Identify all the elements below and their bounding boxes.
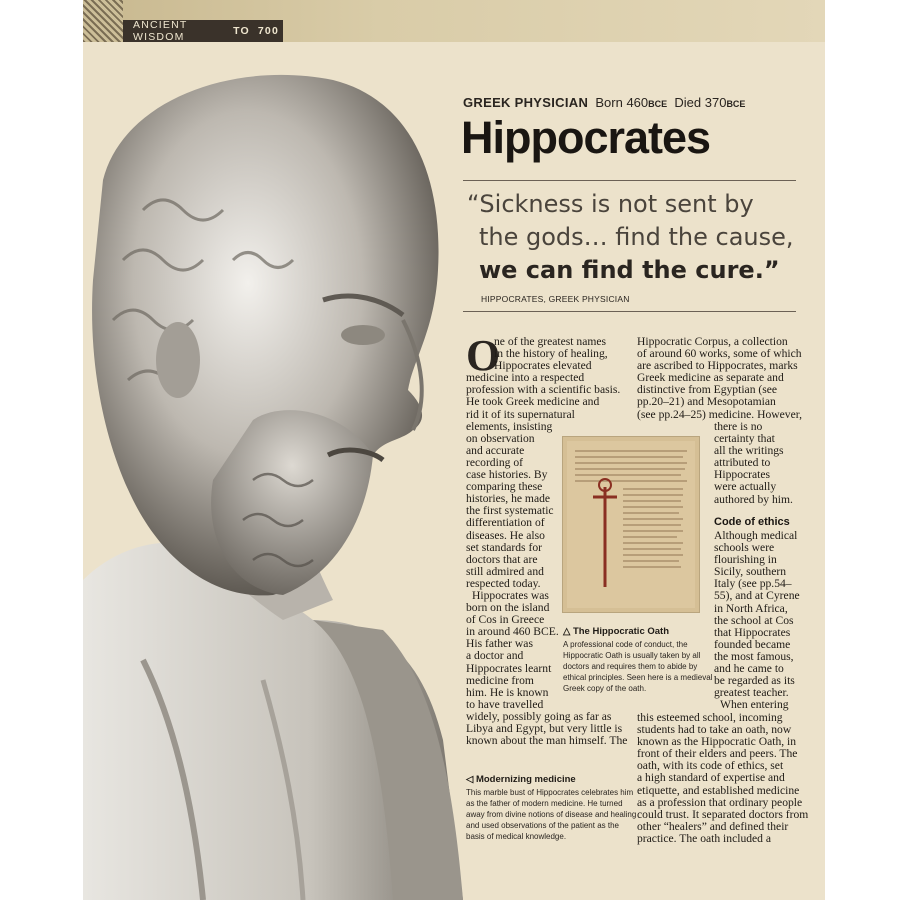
quote-attribution: HIPPOCRATES, GREEK PHYSICIAN xyxy=(481,294,630,304)
section-label xyxy=(123,20,283,42)
body-text-line: Hippocrates elevated xyxy=(494,359,592,373)
body-text-line: greatest teacher. xyxy=(714,686,789,700)
body-text-line: Libya and Egypt, but very little is xyxy=(466,722,623,735)
body-text-line: When entering xyxy=(720,698,789,712)
body-text-line: respected today. xyxy=(466,576,541,590)
body-text-line: there is no xyxy=(714,420,763,433)
caption-text-line: and used observations of the patient as the xyxy=(466,821,619,830)
body-text-line: case histories. By xyxy=(466,468,548,482)
body-text-line: are ascribed to Hippocrates, marks xyxy=(637,359,798,373)
body-text-line: profession with a scientific basis. xyxy=(466,383,621,397)
body-text-line: His father was xyxy=(466,637,533,651)
pull-quote xyxy=(467,188,799,287)
oath-caption xyxy=(563,626,713,694)
body-column-2-bottom xyxy=(637,712,825,845)
body-text-line: known as the Hippocratic Oath, in xyxy=(637,735,797,749)
body-text-line: pp.20–21) and Mesopotamian xyxy=(637,395,776,409)
manuscript-photo xyxy=(563,437,699,612)
caption-text-line: This marble bust of Hippocrates celebrates him xyxy=(466,788,634,797)
body-text-line: certainty that xyxy=(714,432,775,446)
body-text-line: distinctive from Egyptian (see xyxy=(637,383,778,397)
ethics-lines xyxy=(714,530,824,711)
caption-text-line: ethical principles. Seen here is a medieval xyxy=(563,673,713,682)
body-column-2-top xyxy=(637,336,825,421)
body-text-line: of around 60 works, some of which xyxy=(637,347,802,361)
body-text-line: Sicily, southern xyxy=(714,565,787,579)
profile-died: Died 370 xyxy=(674,95,727,110)
header-band xyxy=(83,0,825,42)
page-title: Hippocrates xyxy=(461,112,711,163)
bust-caption-text xyxy=(466,787,636,842)
body-text-line: doctors that are xyxy=(466,552,538,566)
body-text-line: oath, with its code of ethics, set xyxy=(637,759,784,773)
body-text-line: be regarded as its xyxy=(714,674,795,688)
section-label-year: 700 xyxy=(257,25,279,37)
body-text-line: authored by him. xyxy=(714,492,793,506)
body-text-line: born on the island xyxy=(466,601,550,615)
body-text-line: on observation xyxy=(466,431,535,445)
body-text-line: practice. The oath included a xyxy=(637,831,772,845)
caption-text-line: basis of medical knowledge. xyxy=(466,832,567,841)
body-text-line: Greek medicine as separate and xyxy=(637,371,784,385)
body-text-line: Italy (see pp.54– xyxy=(714,577,792,591)
body-text-line: widely, possibly going as far as xyxy=(466,709,612,723)
profile-born-era: BCE xyxy=(648,99,668,109)
body-text-line: He took Greek medicine and xyxy=(466,395,600,409)
body-column-2-right xyxy=(714,421,824,506)
quote-line-3: we can find the cure.” xyxy=(479,256,780,284)
body-text-line: the most famous, xyxy=(714,649,794,663)
body-text-line: set standards for xyxy=(466,540,542,554)
divider-bottom xyxy=(463,311,796,312)
body-text-line: other “healers” and defined their xyxy=(637,819,789,833)
divider-top xyxy=(463,180,796,181)
profile-died-era: BCE xyxy=(726,99,746,109)
section-label-to: TO xyxy=(233,25,250,37)
caption-text-line: Hippocratic Oath is usually taken by all xyxy=(563,651,701,660)
caption-text-line: Greek copy of the oath. xyxy=(563,684,647,693)
body-text-line: Hippocrates learnt xyxy=(466,661,552,675)
body-text-line: the first systematic xyxy=(466,504,554,518)
bust-caption xyxy=(466,774,636,842)
body-text-line: this esteemed school, incoming xyxy=(637,711,783,724)
body-text-line: as a profession that ordinary people xyxy=(637,795,803,809)
body-text-line: schools were xyxy=(714,541,775,555)
bust-caption-heading: ◁ Modernizing medicine xyxy=(466,774,576,785)
body-text-line: front of their elders and peers. The xyxy=(637,747,798,761)
body-text-line: 55), and at Cyrene xyxy=(714,589,800,603)
header-engraving-image xyxy=(83,0,123,42)
body-text-line: the school at Cos xyxy=(714,613,794,627)
body-text-line: and accurate xyxy=(466,443,525,457)
profile-kind: GREEK PHYSICIAN xyxy=(463,95,589,110)
body-text-line: all the writings xyxy=(714,444,784,458)
body-text-line: students had to take an oath, now xyxy=(637,723,792,737)
caption-text-line: doctors and requires them to abide by xyxy=(563,662,698,671)
body-text-line: in the history of healing, xyxy=(494,347,608,361)
oath-caption-text xyxy=(563,639,713,694)
body-text-line: rid it of its supernatural xyxy=(466,407,575,421)
body-text-line: and he came to xyxy=(714,662,784,676)
body-text-line: a high standard of expertise and xyxy=(637,771,785,785)
caption-text-line: away from divine notions of disease and healing xyxy=(466,810,637,819)
book-page xyxy=(83,0,825,900)
body-text-line: that Hippocrates xyxy=(714,625,791,639)
body-text-line: known about the man himself. The xyxy=(466,734,628,748)
caption-text-line: as the father of modern medicine. He turned xyxy=(466,799,623,808)
profile-meta xyxy=(463,95,745,110)
body-text-line: differentiation of xyxy=(466,516,545,530)
body-text-line: flourishing in xyxy=(714,553,777,567)
body-text-line: in around 460 BCE. xyxy=(466,625,559,639)
body-text-line: recording of xyxy=(466,455,523,469)
caption-text-line: A professional code of conduct, the xyxy=(563,640,688,649)
section-label-text: ANCIENT WISDOM xyxy=(133,19,188,43)
body-text-line: to have travelled xyxy=(466,697,544,711)
ethics-section xyxy=(714,516,824,711)
quote-line-2: the gods… find the cause, xyxy=(479,223,794,251)
body-text-line: (see pp.24–25) medicine. However, xyxy=(637,407,803,421)
body-text-line: histories, he made xyxy=(466,492,551,506)
body-text-line: still admired and xyxy=(466,564,544,578)
body-text-line: a doctor and xyxy=(466,649,524,663)
hippocrates-bust-image xyxy=(83,60,523,900)
body-text-line: founded became xyxy=(714,637,791,651)
body-text-line: Hippocrates was xyxy=(472,588,549,602)
body-text-line: in North Africa, xyxy=(714,601,788,615)
body-text-line: Hippocrates xyxy=(714,468,771,482)
body-text-line: could trust. It separated doctors from xyxy=(637,807,809,821)
drop-cap: O xyxy=(466,331,501,380)
body-text-line: attributed to xyxy=(714,456,771,470)
quote-line-1: “Sickness is not sent by xyxy=(467,190,754,218)
body-text-line: etiquette, and established medicine xyxy=(637,783,800,797)
body-text-line: him. He is known xyxy=(466,685,549,699)
body-text-line: comparing these xyxy=(466,480,543,494)
body-text-line: elements, insisting xyxy=(466,419,553,433)
oath-caption-heading: △ The Hippocratic Oath xyxy=(563,626,670,637)
body-text-line: diseases. He also xyxy=(466,528,545,542)
body-text-line: of Cos in Greece xyxy=(466,613,545,627)
body-text-line: Hippocratic Corpus, a collection xyxy=(637,335,788,348)
body-text-line: Although medical xyxy=(714,529,798,542)
ethics-heading: Code of ethics xyxy=(714,516,790,528)
body-text-line: ne of the greatest names xyxy=(494,335,607,348)
profile-born: Born 460 xyxy=(595,95,649,110)
body-text-line: medicine from xyxy=(466,673,534,687)
body-text-line: were actually xyxy=(714,480,777,494)
body-text-line: medicine into a respected xyxy=(466,371,585,385)
